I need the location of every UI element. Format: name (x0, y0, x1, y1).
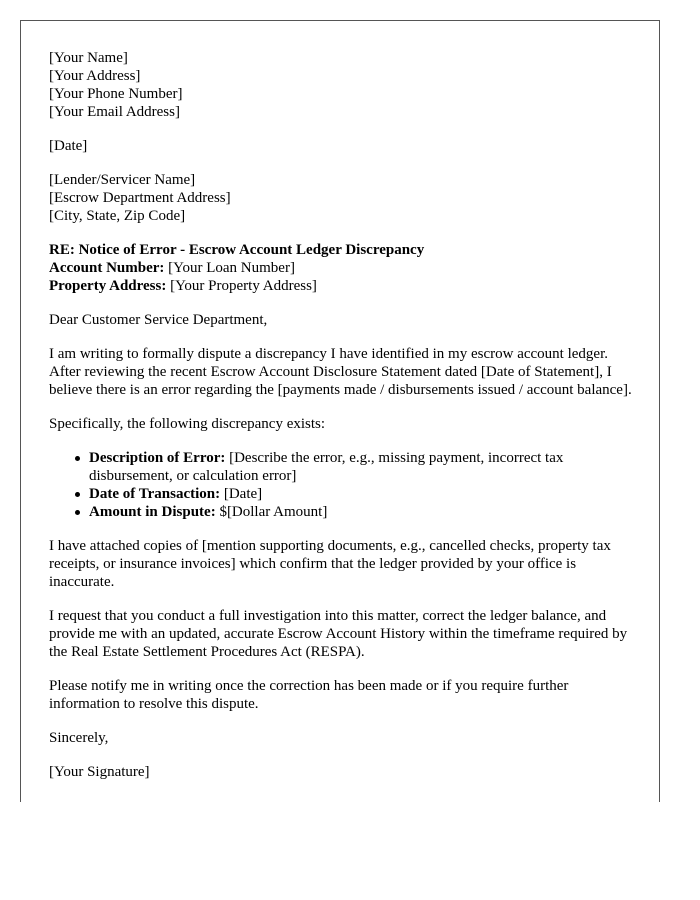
detail-value: [Date] (220, 486, 263, 502)
sender-block (49, 49, 639, 121)
recipient-city-state-zip: [City, State, Zip Code] (49, 208, 186, 224)
letter-date: [Date] (49, 138, 88, 154)
subject-block (49, 241, 639, 295)
sender-phone: [Your Phone Number] (49, 86, 183, 102)
account-number-value: [Your Loan Number] (164, 260, 295, 276)
list-item (89, 503, 639, 521)
detail-label: Date of Transaction: (89, 486, 221, 502)
list-item (89, 449, 639, 485)
signature: [Your Signature] (49, 764, 150, 780)
salutation: Dear Customer Service Department, (49, 312, 268, 328)
property-address-line (49, 277, 639, 295)
detail-label: Amount in Dispute: (89, 504, 216, 520)
recipient-name: [Lender/Servicer Name] (49, 172, 196, 188)
paragraph-notify: Please notify me in writing once the correction has been made or if you require further information to resolve this dispute. (49, 678, 569, 712)
detail-value: [Describe the error, e.g., missing payment, incorrect tax disbursement, or calculation error] (89, 450, 564, 484)
detail-label: Description of Error: (89, 450, 226, 466)
paragraph-supporting-documents: I have attached copies of [mention supporting documents, e.g., cancelled checks, property tax receipts, or insurance invoices] which confirm that the ledger provided by your office is inaccurate. (49, 538, 611, 590)
sender-address: [Your Address] (49, 68, 141, 84)
account-number-label: Account Number: (49, 260, 165, 276)
date-block (49, 137, 639, 155)
recipient-department: [Escrow Department Address] (49, 190, 231, 206)
sender-email: [Your Email Address] (49, 104, 180, 120)
account-number-line (49, 259, 639, 277)
property-address-value: [Your Property Address] (166, 278, 317, 294)
re-line: RE: Notice of Error - Escrow Account Ledger Discrepancy (49, 242, 425, 258)
recipient-block (49, 171, 639, 225)
discrepancy-details-list (49, 449, 639, 521)
list-item (89, 485, 639, 503)
sender-name: [Your Name] (49, 50, 128, 66)
paragraph-discrepancy-intro: Specifically, the following discrepancy exists: (49, 416, 326, 432)
paragraph-dispute-intro: I am writing to formally dispute a discrepancy I have identified in my escrow account ledger. After reviewing the recent Escrow Account Disclosure Statement dated [Date of Statement], I believe there is an error regarding the [payments made / disbursements issued / account balance]. (49, 346, 632, 398)
closing: Sincerely, (49, 730, 109, 746)
letter-content (49, 49, 639, 797)
detail-value: $[Dollar Amount] (215, 504, 328, 520)
property-address-label: Property Address: (49, 278, 167, 294)
letter-page (20, 20, 660, 802)
paragraph-request: I request that you conduct a full investigation into this matter, correct the ledger balance, and provide me with an updated, accurate Escrow Account History within the timeframe required by the Real Estate Settlement Procedures Act (RESPA). (49, 608, 628, 660)
